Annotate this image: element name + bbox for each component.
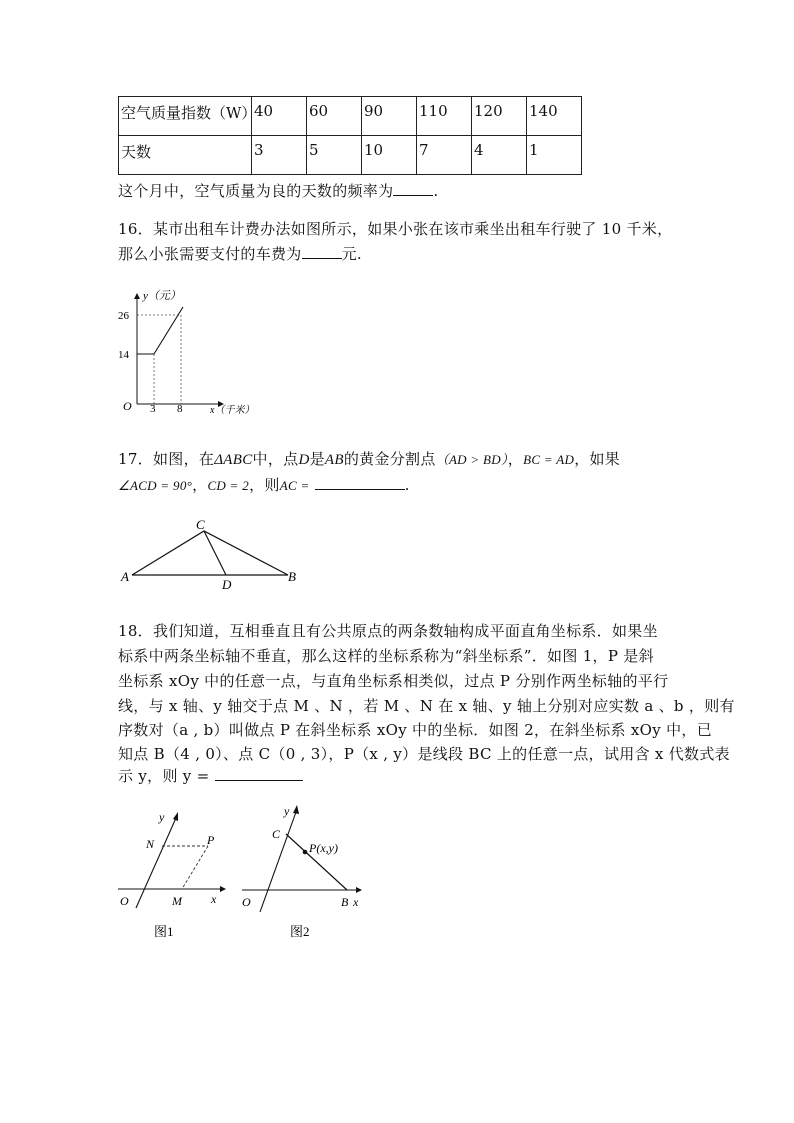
label-m: M: [172, 894, 182, 908]
q17-text: 的黄金分割点: [343, 450, 436, 468]
label-c: C: [272, 827, 281, 841]
q17-line1: [118, 448, 620, 469]
y-tick-label: 14: [118, 349, 129, 361]
triangle-abc: [132, 531, 288, 575]
x-arrow-icon: [356, 887, 362, 893]
q18-line1: 18．我们知道，互相垂直且有公共原点的两条数轴构成平面直角坐标系．如果坐: [118, 622, 658, 640]
figure-caption: 图1: [154, 924, 174, 939]
taxi-fare-graph: [115, 286, 255, 418]
answer-blank: [393, 181, 433, 196]
table-cell: 110: [417, 97, 472, 136]
label-x: x: [211, 892, 217, 906]
air-quality-table: [118, 96, 582, 175]
q16-line2: [118, 243, 362, 264]
q17-text: 是: [309, 450, 325, 468]
q16-unit: 元.: [341, 245, 362, 263]
x-axis-label: x（千米）: [210, 405, 255, 416]
q17-math: CD = 2: [207, 478, 250, 493]
q15-text: 这个月中，空气质量为良的天数的频率为: [118, 182, 394, 200]
answer-blank: [215, 766, 303, 781]
q17-line2: [118, 474, 410, 495]
q17-math: （AD > BD）: [435, 452, 508, 467]
point-p: [303, 850, 308, 855]
table-cell: 空气质量指数（W）: [119, 97, 252, 136]
segment-cd: [204, 531, 226, 575]
q18-line5: 序数对（a , b）叫做点 P 在斜坐标系 xOy 中的坐标．如图 2，在斜坐标系 xOy 中，已: [118, 721, 713, 739]
label-b: B: [341, 895, 349, 909]
label-n: N: [146, 837, 155, 851]
label-d: D: [222, 577, 232, 592]
q18-line2: 标系中两条坐标轴不垂直，那么这样的坐标系称为“斜坐标系”．如图 1，P 是斜: [118, 647, 654, 665]
q17-text: ，如果: [574, 450, 621, 468]
label-y: y: [284, 804, 290, 818]
q18-line3: 坐标系 xOy 中的任意一点，与直角坐标系相类似，过点 P 分别作两坐标轴的平行: [118, 672, 669, 690]
table-cell: 7: [417, 136, 472, 175]
x-tick-label: 8: [177, 403, 183, 415]
label-b: B: [288, 569, 296, 584]
label-o: O: [242, 895, 251, 909]
figure-2: [240, 800, 372, 946]
q18-line6: 知点 B（4 , 0）、点 C（0 , 3），P（x , y）是线段 BC 上的任意一点，试用含 x 代数式表: [118, 745, 730, 763]
label-o: O: [120, 894, 129, 908]
label-p: P: [207, 833, 215, 847]
q17-text: 17．如图，在: [118, 450, 215, 468]
q18-line4: 线，与 x 轴、y 轴交于点 M 、N ，若 M 、N 在 x 轴、y 轴上分别对应实数 a 、b ，则有: [118, 697, 735, 715]
label-a: A: [121, 569, 129, 584]
q18-line7: [118, 765, 303, 786]
q17-math: AC =: [279, 478, 310, 493]
table-cell: 3: [252, 136, 307, 175]
q17-math: ΔABC: [214, 452, 253, 468]
table-row-header: [119, 97, 582, 136]
parallel-line: [182, 846, 208, 889]
table-cell: 10: [362, 136, 417, 175]
table-cell: 40: [252, 97, 307, 136]
triangle-figure: [118, 512, 308, 590]
label-c: C: [196, 517, 205, 532]
q16-line1: 16．某市出租车计费办法如图所示，如果小张在该市乘坐出租车行驶了 10 千米，: [118, 220, 673, 238]
q17-text: ，: [192, 476, 208, 494]
y-axis-label: y（元）: [143, 290, 181, 302]
answer-blank: [315, 475, 405, 490]
q15-tail: [118, 180, 438, 201]
q17-text: ，则: [249, 476, 280, 494]
figure-1: [116, 808, 228, 946]
q15-end: .: [433, 182, 439, 200]
y-arrow-icon: [173, 812, 178, 821]
table-cell: 140: [527, 97, 582, 136]
table-cell: 4: [472, 136, 527, 175]
label-y: y: [159, 810, 165, 824]
answer-blank: [302, 244, 342, 259]
origin-label: O: [123, 399, 132, 413]
q17-text: ，: [507, 450, 524, 468]
label-x: x: [353, 895, 359, 909]
table-cell: 5: [307, 136, 362, 175]
q16-text: 那么小张需要支付的车费为: [118, 245, 302, 263]
table-cell: 天数: [119, 136, 252, 175]
fare-line: [137, 307, 183, 354]
label-p: P(x,y): [309, 841, 338, 855]
x-tick-label: 3: [150, 403, 156, 415]
table-cell: 90: [362, 97, 417, 136]
q17-text: .: [404, 476, 410, 494]
table-cell: 1: [527, 136, 582, 175]
figure-caption: 图2: [290, 924, 310, 939]
q17-math: AB: [324, 452, 344, 468]
y-tick-label: 26: [118, 310, 129, 322]
table-cell: 60: [307, 97, 362, 136]
table-row-days: [119, 136, 582, 175]
q17-text: 中，点: [252, 450, 299, 468]
table-cell: 120: [472, 97, 527, 136]
y-arrow-icon: [293, 805, 299, 814]
x-arrow-icon: [220, 886, 226, 892]
q17-math: BC = AD: [523, 452, 575, 467]
q17-math: ∠ACD = 90°: [118, 478, 193, 493]
q17-math: D: [298, 452, 310, 468]
q18-text: 示 y，则 y =: [118, 767, 210, 785]
y-axis: [136, 818, 176, 908]
